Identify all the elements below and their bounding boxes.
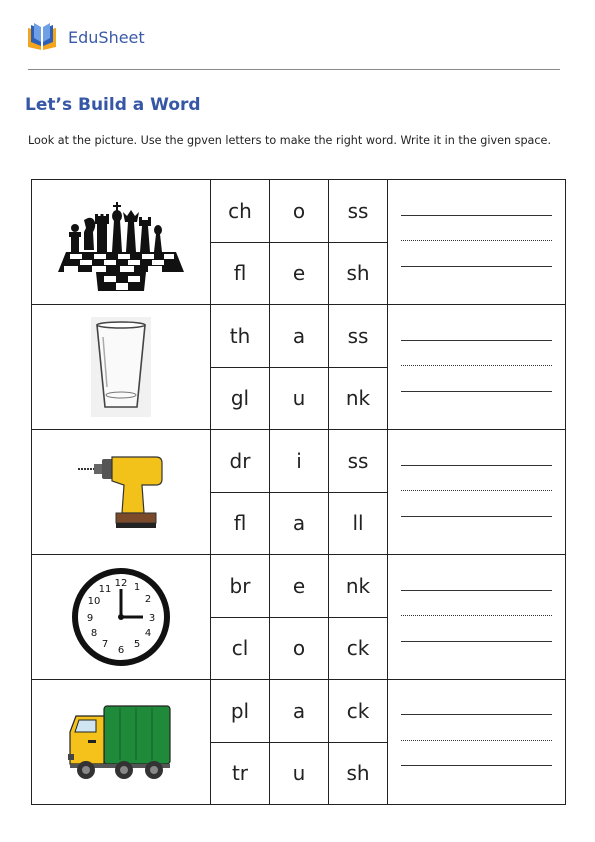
clock-number: 1 <box>133 582 141 593</box>
picture-cell <box>32 430 211 555</box>
table-row <box>32 180 566 243</box>
letter-cell: o <box>270 180 329 243</box>
letter-cell: e <box>270 555 329 618</box>
clock-number: 12 <box>114 578 128 589</box>
letter-cell: fl <box>211 492 270 555</box>
guide-line <box>401 240 552 241</box>
answer-line <box>401 714 552 715</box>
letter-cell: ck <box>329 617 388 680</box>
answer-line <box>401 516 552 517</box>
answer-cell[interactable] <box>388 680 566 805</box>
answer-line <box>401 765 552 766</box>
letter-cell: nk <box>329 367 388 430</box>
table-row <box>32 430 566 493</box>
clock-number: 9 <box>86 613 94 624</box>
brand-name[interactable]: EduSheet <box>68 27 145 47</box>
picture-cell <box>32 305 211 430</box>
word-building-table <box>31 179 566 805</box>
glass-icon <box>91 317 151 417</box>
letter-cell: sh <box>329 242 388 305</box>
answer-cell[interactable] <box>388 180 566 305</box>
picture-cell <box>32 180 211 305</box>
clock-number: 3 <box>148 613 156 624</box>
letter-cell: br <box>211 555 270 618</box>
guide-line <box>401 615 552 616</box>
letter-cell: dr <box>211 430 270 493</box>
picture-cell <box>32 680 211 805</box>
letter-cell: cl <box>211 617 270 680</box>
table-row <box>32 555 566 618</box>
header <box>26 20 145 54</box>
clock-number: 6 <box>117 645 125 656</box>
clock-number: 8 <box>90 628 98 639</box>
letter-cell: nk <box>329 555 388 618</box>
letter-cell: tr <box>211 742 270 805</box>
letter-cell: o <box>270 617 329 680</box>
guide-line <box>401 490 552 491</box>
letter-cell: i <box>270 430 329 493</box>
answer-line <box>401 215 552 216</box>
clock-number: 7 <box>101 639 109 650</box>
letter-cell: gl <box>211 367 270 430</box>
letter-cell: ck <box>329 680 388 743</box>
answer-cell[interactable] <box>388 430 566 555</box>
letter-cell: fl <box>211 242 270 305</box>
instructions-text: Look at the picture. Use the gpven letters to make the right word. Write it in the given space. <box>28 134 551 147</box>
clock-number: 11 <box>98 584 112 595</box>
clock-number: 4 <box>144 628 152 639</box>
letter-cell: pl <box>211 680 270 743</box>
letter-cell: sh <box>329 742 388 805</box>
table-row <box>32 680 566 743</box>
guide-line <box>401 740 552 741</box>
picture-cell <box>32 555 211 680</box>
answer-line <box>401 590 552 591</box>
header-divider <box>28 69 560 70</box>
letter-cell: ss <box>329 180 388 243</box>
letter-cell: th <box>211 305 270 368</box>
letter-cell: ch <box>211 180 270 243</box>
clock-number: 10 <box>87 596 101 607</box>
answer-line <box>401 465 552 466</box>
letter-cell: ss <box>329 305 388 368</box>
answer-line <box>401 641 552 642</box>
truck-icon <box>66 702 176 782</box>
letter-cell: e <box>270 242 329 305</box>
answer-cell[interactable] <box>388 305 566 430</box>
answer-line <box>401 391 552 392</box>
letter-cell: u <box>270 742 329 805</box>
answer-line <box>401 340 552 341</box>
clock-number: 5 <box>133 639 141 650</box>
letter-cell: ss <box>329 430 388 493</box>
clock-icon <box>71 567 171 667</box>
letter-cell: a <box>270 305 329 368</box>
table-row <box>32 305 566 368</box>
letter-cell: a <box>270 492 329 555</box>
drill-icon <box>76 447 166 537</box>
book-logo-icon <box>26 22 58 52</box>
letter-cell: a <box>270 680 329 743</box>
chess-pieces-icon <box>56 192 186 292</box>
guide-line <box>401 365 552 366</box>
worksheet-title: Let’s Build a Word <box>25 95 201 115</box>
letter-cell: ll <box>329 492 388 555</box>
letter-cell: u <box>270 367 329 430</box>
clock-number: 2 <box>144 594 152 605</box>
answer-line <box>401 266 552 267</box>
answer-cell[interactable] <box>388 555 566 680</box>
